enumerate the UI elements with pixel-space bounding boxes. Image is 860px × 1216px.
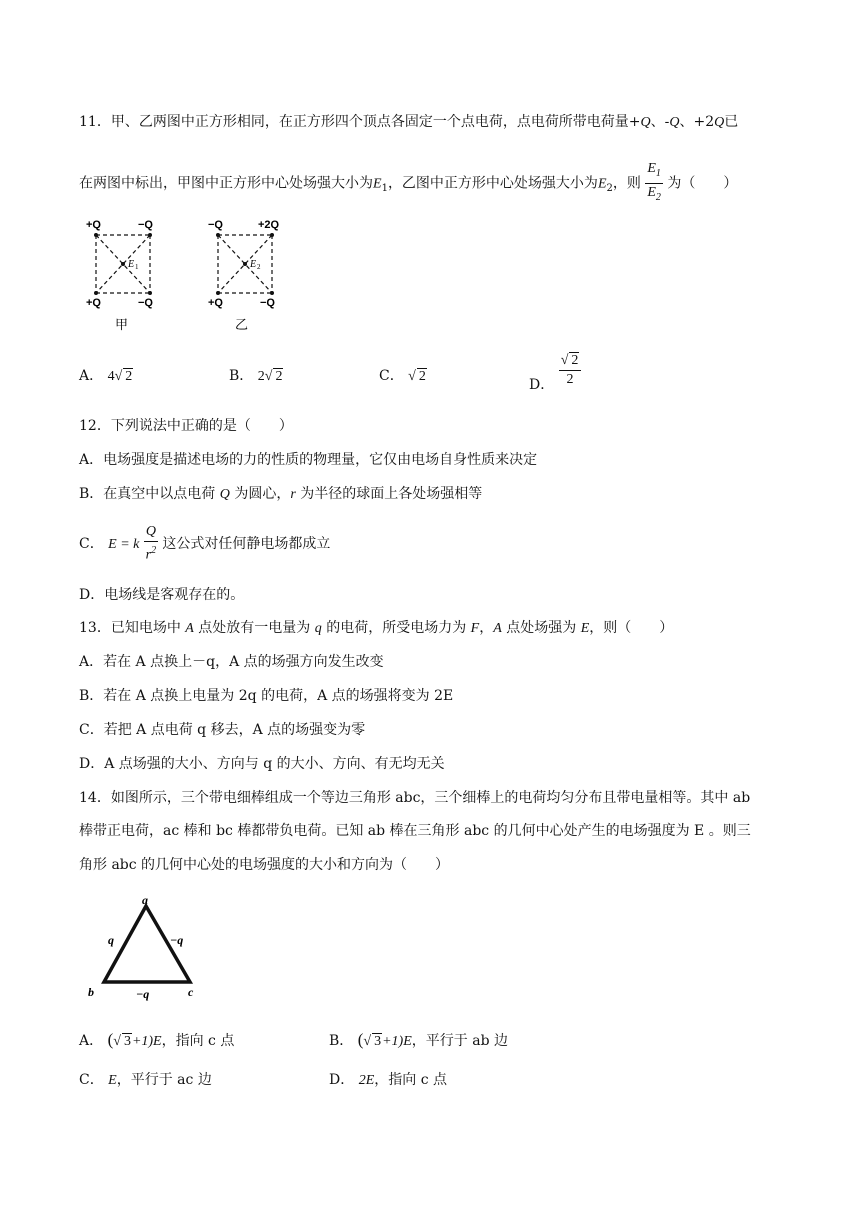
q14-option-c[interactable]: C． E，平行于 ac 边 (79, 1072, 212, 1088)
jia-caption: 甲 (115, 318, 129, 333)
yi-tr-charge: +2Q (258, 219, 280, 231)
e1-over-e2-fraction: $\frac{E_1}{E_2}$ (647, 161, 661, 203)
triangle-figure (84, 890, 204, 1005)
figure-jia (80, 215, 170, 335)
q12-stem: 12．下列说法中正确的是（ ） (79, 418, 293, 434)
q14-option-b[interactable]: B． (√ 3+1)E，平行于 ab 边 (329, 1030, 508, 1049)
q12-option-d[interactable]: D．电场线是客观存在的。 (79, 587, 245, 603)
svg-text:1: 1 (135, 263, 139, 271)
q14-line2: 棒带正电荷，ac 棒和 bc 棒都带负电荷。已知 ab 棒在三角形 abc 的几何中心处产生的电场强度为 E 。则三 (79, 823, 751, 839)
sqrt-icon: √ 2 (114, 369, 133, 384)
sqrt2-over-2-fraction: $\frac{√ 2}{2}$ (559, 352, 582, 389)
yi-br-charge: −Q (260, 297, 275, 309)
ac-charge-label: −q (170, 933, 184, 947)
bc-charge-label: −q (136, 987, 150, 1001)
jia-center-label: E (128, 259, 135, 270)
q11-option-d[interactable]: D． $\frac{√ 2}{2}$ (529, 352, 581, 389)
q14-option-a[interactable]: A． (√ 3+1)E，指向 c 点 (79, 1030, 235, 1049)
q13-option-b[interactable]: B．若在 A 点换上电量为 2q 的电荷，A 点的场强将变为 2E (79, 688, 454, 704)
figure-yi (202, 215, 297, 335)
jia-br-charge: −Q (138, 297, 153, 309)
ab-charge-label: q (108, 933, 114, 947)
q11-line2: 在两图中标出，甲图中正方形中心处场强大小为$E_1$，乙图中正方形中心处场强大小为$E_2$，则 $\frac{E_1}{E_2}$ 为（ ） (79, 160, 737, 207)
q14-option-d[interactable]: D． 2E，指向 c 点 (329, 1072, 447, 1088)
q13-option-d[interactable]: D．A 点场强的大小、方向与 q 的大小、方向、有无均无关 (79, 756, 445, 772)
yi-bl-charge: +Q (208, 297, 223, 309)
q13-stem: 13．已知电场中 A 点处放有一电量为 q 的电荷，所受电场力为 F，A 点处场强为 E，则（ ） (79, 620, 674, 636)
q11-option-c[interactable]: C． √ 2 (379, 366, 427, 387)
sqrt-icon: √ 2 (408, 369, 426, 384)
yi-caption: 乙 (235, 318, 249, 333)
q13-option-c[interactable]: C．若把 A 点电荷 q 移去，A 点的场强变为零 (79, 722, 366, 738)
jia-tr-charge: −Q (138, 219, 153, 231)
q12-option-c[interactable]: C． E = k $\frac{Q}{r^2}$ 这公式对任何静电场都成立 (79, 524, 331, 563)
sqrt-icon: √ 2 (264, 369, 283, 384)
q11-option-b[interactable]: B． 2√ 2 (229, 366, 283, 387)
vertex-b-label: b (88, 985, 94, 999)
q12-option-a[interactable]: A．电场强度是描述电场的力的性质的物理量，它仅由电场自身性质来决定 (79, 452, 538, 468)
svg-text:2: 2 (257, 263, 261, 271)
vertex-a-label: a (142, 893, 148, 907)
jia-tl-charge: +Q (86, 219, 101, 231)
q11-line1: 11．甲、乙两图中正方形相同，在正方形四个顶点各固定一个点电荷，点电荷所带电荷量+Q、-Q、+2Q已 (79, 114, 739, 130)
q-over-r2-fraction: $\frac{Q}{r^2}$ (145, 524, 157, 563)
q13-option-a[interactable]: A．若在 A 点换上－q，A 点的场强方向发生改变 (79, 654, 384, 670)
q11-option-a[interactable]: A． 4√ 2 (79, 366, 133, 387)
yi-center-label: E (250, 259, 257, 270)
q14-line1: 14．如图所示，三个带电细棒组成一个等边三角形 abc，三个细棒上的电荷均匀分布且带电量相等。其中 ab (79, 790, 751, 806)
jia-bl-charge: +Q (86, 297, 101, 309)
q12-option-b[interactable]: B．在真空中以点电荷 Q 为圆心，r 为半径的球面上各处场强相等 (79, 486, 483, 502)
yi-tl-charge: −Q (208, 219, 223, 231)
vertex-c-label: c (188, 985, 194, 999)
q14-line3: 角形 abc 的几何中心处的电场强度的大小和方向为（ ） (79, 857, 450, 873)
